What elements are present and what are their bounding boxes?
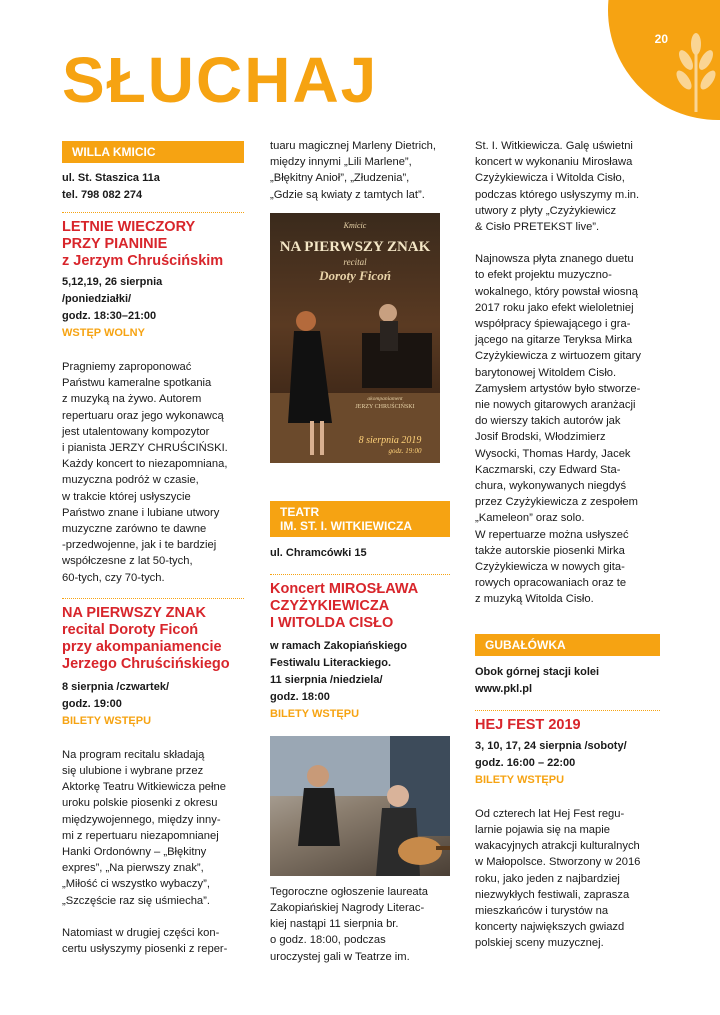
corner-decoration (608, 0, 720, 120)
column-2 (270, 138, 450, 965)
poster-heading: NA PIERWSZY ZNAK (279, 238, 431, 255)
poster-accomp-name: JERZY CHRUŚCIŃSKI (355, 403, 415, 410)
event-description: Tegoroczne ogłoszenie laureata Zakopiańskiej Nagrody Literac- kiej nastąpi 11 sierpnia br. o godz. 18:00, podczas uroczystej gali w Teatrze im. (270, 885, 428, 963)
divider (270, 574, 450, 575)
concert-poster (270, 213, 440, 463)
venue-address: ul. St. Staszica 11a tel. 798 082 274 (62, 172, 160, 201)
event-description: Pragniemy zaproponować Państwu kameralne spotkania z muzyką na żywo. Autorem repertuaru oraz jego wykonawcą jest utalentowany kompozytor i pianista JERZY CHRUŚCIŃSKI. Każdy koncert to niezapomniana, muzyczna podróż w czasie, w trakcie której usłyszycie Państwo znane i lubiane utwory muzyczne zarówno te dawne -przedwojenne, jak i te bardziej współczesne z lat 50-tych, 60-tych, czy 70-tych. (62, 361, 228, 584)
divider (62, 212, 244, 213)
poster-time: godz. 19:00 (388, 446, 422, 455)
event-details: w ramach Zakopiańskiego Festiwalu Literackiego. 11 sierpnia /niedziela/ godz. 18:00 (270, 639, 407, 703)
event-dates: 5,12,19, 26 sierpnia /poniedziałki/ godz. 18:30–21:00 (62, 276, 163, 322)
venue-label: WILLA KMICIC (62, 141, 244, 163)
poster-sub: recital (343, 256, 367, 267)
venue-label: GUBAŁÓWKA (475, 634, 660, 656)
event-description: Na program recitalu składają się ulubione i wybrane przez Aktorkę Teatru Witkiewicza pełne uroku polskie piosenki z okresu międzywojennego, między inny- mi z repertuaru niezapomnianej Hanki Ordonówny – „Błękitny expres”, „Na pierwszy znak”, „Miłość ci wszystko wybaczy”, „Szczęście raz się uśmiecha”. (62, 748, 226, 907)
column-1 (62, 141, 244, 957)
event-tag: BILETY WSTĘPU (270, 707, 360, 720)
continued-text: St. I. Witkiewicza. Galę uświetni koncert w wykonaniu Mirosława Czyżykiewicza i Witolda Cisło, podczas którego usłyszymy m.in. utwory z płyty „Czyżykiewicz & Cisło PRETEKST live”. (475, 140, 640, 234)
event-tag: WSTĘP WOLNY (62, 327, 145, 339)
section-title: SŁUCHAJ (62, 44, 379, 116)
musicians-photo (270, 736, 450, 876)
event-description: Natomiast w drugiej części kon- certu usłyszymy piosenki z reper- (62, 926, 228, 956)
event-tag: BILETY WSTĘPU (475, 773, 565, 786)
poster-accomp-label: akompaniament (367, 395, 403, 402)
poster-logo: Kmicic (343, 220, 367, 230)
event-title: Koncert MIROSŁAWA CZYŻYKIEWICZA I WITOLDA CISŁO (270, 580, 419, 631)
wheat-icon (666, 32, 720, 112)
poster-name: Doroty Ficoń (319, 267, 391, 283)
event-description: Od czterech lat Hej Fest regu- larnie pojawia się na mapie wakacyjnych atrakcji kulturalnych w Małopolsce. Stworzony w 2016 roku, jako jeden z najbardziej niezwykłych festiwali, zaprasza mieszkańców i turystów na koncerty największych gwiazd polskiej sceny muzycznej. (475, 807, 641, 950)
event-title: LETNIE WIECZORY PRZY PIANINIE z Jerzym Chruścińskim (62, 219, 224, 269)
divider (62, 598, 244, 599)
event-description: Najnowsza płyta znanego duetu to efekt projektu muzyczno- wokalnego, który powstał wiosną 2017 roku jako efekt wieloletniej współpracy śpiewającego i gra- jącego na gitarze Teryksa Mirka Czyżykiewicza z wirtuozem gitary barytonowej Witoldem Cisło. Zamysłem artystów było stworze- nie nowych gitarowych aranżacji do wierszy takich autorów jak Josif Brodski, Włodzimierz Wysocki, Thomas Hardy, Jacek Kaczmarski, czy Edward Sta- chura, wykonywanych niegdyś przez Czyżykiewicza z zespołem „Kameleon” oraz solo. W repertuarze można usłyszeć także autorskie piosenki Mirka Czyżykiewicza w nowych gita- rowych opracowaniach oraz te z muzyką Witolda Cisło. (475, 253, 641, 606)
event-dates: 8 sierpnia /czwartek/ godz. 19:00 (62, 680, 169, 710)
event-dates: 3, 10, 17, 24 sierpnia /soboty/ godz. 16:00 – 22:00 (475, 739, 627, 769)
venue-address: Obok górnej stacji kolei www.pkl.pl (475, 665, 600, 695)
venue-address: ul. Chramcówki 15 (270, 546, 367, 559)
event-title: HEJ FEST 2019 (475, 716, 581, 733)
musicians-illustration (270, 736, 450, 876)
page-number: 20 (654, 32, 668, 46)
divider (475, 710, 660, 711)
poster-date: 8 sierpnia 2019 (358, 434, 422, 446)
event-title: NA PIERWSZY ZNAK recital Doroty Ficoń przy akompaniamencie Jerzego Chruścińskiego (62, 604, 230, 672)
event-tag: BILETY WSTĘPU (62, 714, 152, 727)
column-3 (475, 138, 660, 952)
continued-text: tuaru magicznej Marleny Dietrich, między innymi „Lili Marlene”, „Błękitny Anioł”, „Złudzenia”, „Gdzie są kwiaty z tamtych lat”. (270, 140, 437, 201)
venue-label: TEATR IM. ST. I. WITKIEWICZA (270, 501, 450, 537)
performers-illustration (270, 213, 440, 463)
